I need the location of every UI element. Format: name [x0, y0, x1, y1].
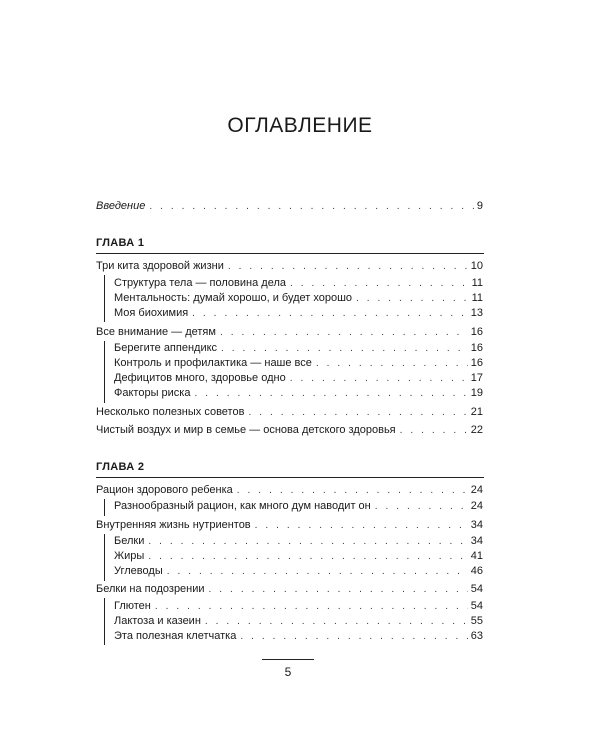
toc-section-page: 16: [470, 326, 483, 338]
toc-subsection-page: 34: [470, 535, 483, 547]
dot-leader: [375, 500, 468, 514]
toc-subsection-page: 19: [470, 387, 483, 399]
toc-subsection: [114, 356, 483, 371]
toc-subsection: [114, 534, 483, 549]
toc-subsection-page: 46: [470, 565, 483, 577]
toc-subsection: [114, 341, 483, 356]
toc-section-page: 54: [470, 583, 483, 595]
toc-section: [96, 405, 483, 420]
toc-section-page: 10: [470, 260, 483, 272]
toc-section-label: Три кита здоровой жизни: [96, 260, 224, 272]
toc-subsection-label: Ментальность: думай хорошо, и будет хорошо: [114, 292, 353, 304]
toc-subsection: [114, 371, 483, 386]
toc-entry-introduction: [96, 199, 483, 214]
dot-leader: [149, 200, 474, 214]
dot-leader: [356, 292, 469, 306]
dot-leader: [220, 326, 468, 340]
toc-section: [96, 518, 483, 533]
chapter-heading: ГЛАВА 1: [96, 237, 145, 249]
toc-subsection-label: Моя биохимия: [114, 307, 189, 319]
toc-section: [96, 259, 483, 274]
toc-section-label: Чистый воздух и мир в семье — основа детского здоровья: [96, 424, 396, 436]
toc-subsection-page: 16: [470, 342, 483, 354]
dot-leader: [155, 600, 468, 614]
toc-section: [96, 423, 483, 438]
subsection-bar: [104, 275, 105, 322]
toc-section-label: Несколько полезных советов: [96, 406, 245, 418]
toc-subsection: [114, 291, 483, 306]
subsection-bar: [104, 598, 105, 645]
dot-leader: [400, 424, 468, 438]
toc-subsection: [114, 306, 483, 321]
toc-subsection-label: Контроль и профилактика — наше все: [114, 357, 312, 369]
toc-section-page: 21: [470, 406, 483, 418]
toc-subsection-page: 16: [470, 357, 483, 369]
chapter-heading: ГЛАВА 2: [96, 461, 145, 473]
dot-leader: [209, 583, 468, 597]
toc-section: [96, 325, 483, 340]
toc-subsection-page: 54: [470, 600, 483, 612]
toc-subsection-label: Лактоза и казеин: [114, 615, 201, 627]
toc-subsection: [114, 276, 483, 291]
toc-subsection: [114, 599, 483, 614]
toc-subsection-label: Структура тела — половина дела: [114, 277, 286, 289]
dot-leader: [316, 357, 468, 371]
dot-leader: [290, 372, 468, 386]
toc-section-label: Все внимание — детям: [96, 326, 216, 338]
toc-subsection-page: 13: [470, 307, 483, 319]
dot-leader: [148, 535, 467, 549]
toc-entry-page: 9: [476, 200, 483, 212]
footer-rule: [262, 659, 314, 660]
dot-leader: [194, 387, 467, 401]
dot-leader: [290, 277, 469, 291]
dot-leader: [221, 342, 468, 356]
toc-section-page: 24: [470, 484, 483, 496]
toc-entry-label: Введение: [96, 200, 146, 212]
toc-subsection-label: Углеводы: [114, 565, 163, 577]
toc-subsection-label: Белки: [114, 535, 145, 547]
toc-subsection: [114, 614, 483, 629]
toc-section-label: Белки на подозрении: [96, 583, 205, 595]
chapter-rule: [96, 253, 484, 254]
toc-subsection: [114, 564, 483, 579]
dot-leader: [248, 406, 467, 420]
toc-subsection-page: 24: [470, 500, 483, 512]
toc-subsection-page: 17: [470, 372, 483, 384]
toc-section-page: 34: [470, 519, 483, 531]
toc-subsection-label: Факторы риска: [114, 387, 191, 399]
dot-leader: [240, 630, 467, 644]
dot-leader: [167, 565, 468, 579]
toc-subsection: [114, 629, 483, 644]
toc-section-label: Рацион здорового ребенка: [96, 484, 233, 496]
toc-section-page: 22: [470, 424, 483, 436]
dot-leader: [255, 519, 468, 533]
dot-leader: [192, 307, 468, 321]
toc-section: [96, 582, 483, 597]
toc-subsection-page: 11: [471, 277, 483, 289]
toc-subsection: [114, 386, 483, 401]
dot-leader: [237, 484, 468, 498]
toc-subsection-page: 11: [471, 292, 483, 304]
subsection-bar: [104, 341, 105, 403]
toc-section-label: Внутренняя жизнь нутриентов: [96, 519, 251, 531]
page-title: ОГЛАВЛЕНИЕ: [227, 114, 373, 137]
toc-subsection: [114, 549, 483, 564]
toc-subsection-label: Глютен: [114, 600, 151, 612]
page-number: 5: [284, 665, 292, 679]
dot-leader: [148, 550, 467, 564]
subsection-bar: [104, 499, 105, 516]
chapter-rule: [96, 477, 484, 478]
toc-subsection-label: Жиры: [114, 550, 145, 562]
toc-subsection-page: 41: [470, 550, 483, 562]
toc-subsection-page: 55: [470, 615, 483, 627]
toc-subsection-page: 63: [470, 630, 483, 642]
toc-subsection: [114, 499, 483, 514]
dot-leader: [228, 260, 468, 274]
toc-subsection-label: Дефицитов много, здоровье одно: [114, 372, 286, 384]
toc-subsection-label: Берегите аппендикс: [114, 342, 218, 354]
toc-subsection-label: Эта полезная клетчатка: [114, 630, 237, 642]
toc-section: [96, 483, 483, 498]
dot-leader: [205, 615, 468, 629]
subsection-bar: [104, 534, 105, 581]
toc-subsection-label: Разнообразный рацион, как много дум наводит он: [114, 500, 371, 512]
